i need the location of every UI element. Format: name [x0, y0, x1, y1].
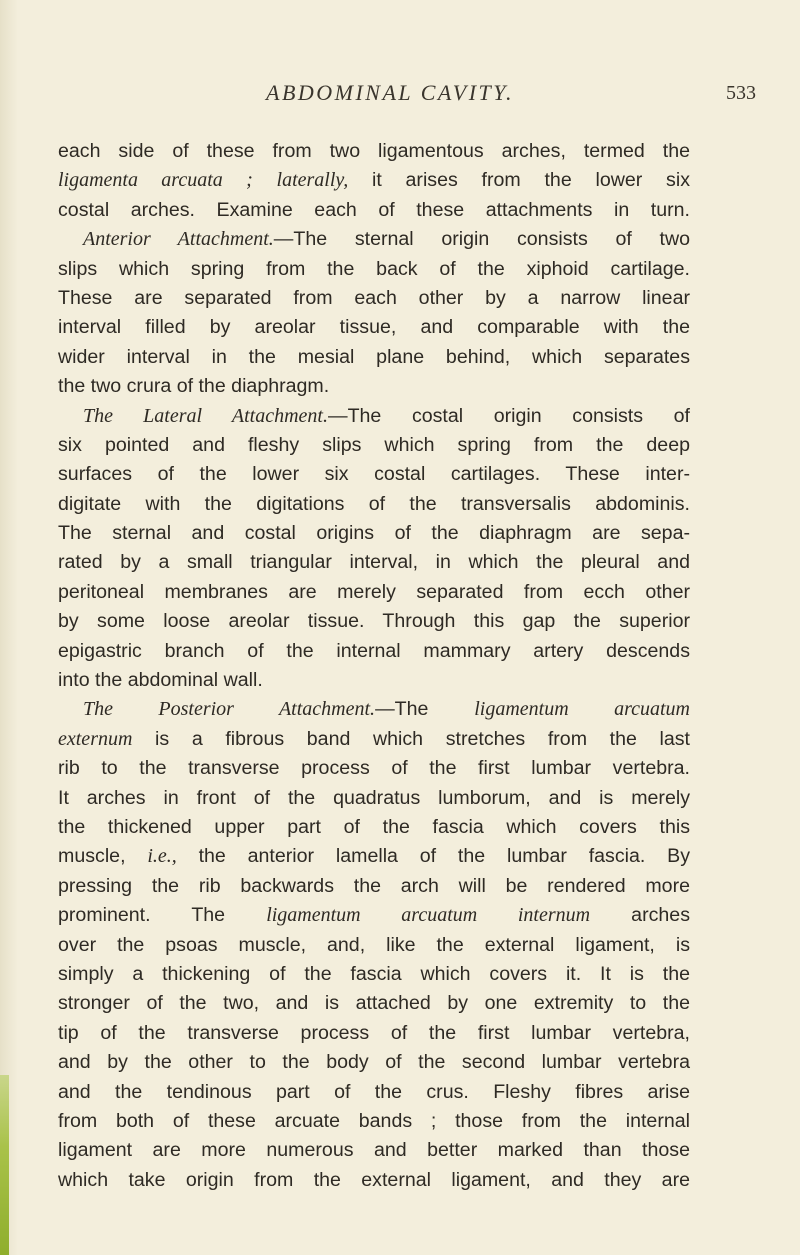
italic-run: i.e.,	[147, 845, 177, 868]
text-run: wider interval in the mesial plane behind, which separates	[58, 345, 690, 368]
text-run: is a fibrous band which stretches from the last	[132, 727, 690, 750]
text-line	[58, 901, 690, 930]
body-text	[58, 137, 690, 1195]
text-run: rib to the transverse process of the first lumbar vertebra.	[58, 757, 690, 780]
text-run: prominent. The	[58, 904, 267, 927]
text-line	[58, 1048, 690, 1077]
spine-shadow	[0, 0, 18, 1255]
text-line	[58, 813, 690, 842]
text-line	[58, 784, 690, 813]
text-line	[58, 196, 690, 225]
spine-colour-mark	[0, 1075, 9, 1255]
running-title: ABDOMINAL CAVITY.	[266, 80, 514, 105]
text-run: over the psoas muscle, and, like the external ligament, is	[58, 933, 690, 956]
page-number: 533	[726, 82, 756, 104]
text-run: arches	[590, 904, 690, 927]
text-run: tip of the transverse process of the first lumbar vertebra,	[58, 1021, 690, 1044]
italic-run: laterally,	[276, 169, 349, 192]
text-run: each side of these from two ligamentous arches, termed the	[58, 140, 690, 162]
text-line	[58, 548, 690, 577]
text-line	[58, 137, 690, 166]
text-line	[58, 225, 690, 254]
italic-run: The Lateral Attachment.	[83, 404, 328, 427]
text-line	[58, 490, 690, 519]
text-run: digitate with the digitations of the transversalis abdominis.	[58, 492, 690, 515]
text-line	[58, 695, 690, 724]
text-run	[253, 169, 277, 191]
text-line	[58, 343, 690, 372]
text-run: the two crura of the diaphragm.	[58, 375, 330, 398]
text-line	[58, 460, 690, 489]
text-line	[58, 931, 690, 960]
text-run: costal arches. Examine each of these attachments in turn.	[58, 198, 690, 221]
text-line	[58, 1166, 690, 1195]
text-line	[58, 1078, 690, 1107]
text-run: —The costal origin consists of	[327, 404, 691, 427]
text-run: and the tendinous part of the crus. Fleshy fibres arise	[58, 1080, 690, 1103]
text-line	[58, 1107, 690, 1136]
text-line	[58, 1019, 690, 1048]
text-run: —The sternal origin consists of two	[273, 228, 690, 251]
text-line	[58, 313, 690, 342]
text-line	[58, 431, 690, 460]
text-line	[58, 872, 690, 901]
text-run: slips which spring from the back of the xiphoid cartilage.	[58, 257, 690, 280]
text-run: surfaces of the lower six costal cartilages. These inter-	[58, 463, 690, 486]
text-run: The sternal and costal origins of the diaphragm are sepa-	[58, 522, 690, 545]
text-run: —The	[375, 698, 475, 721]
text-line	[58, 284, 690, 313]
text-run: and by the other to the body of the second lumbar vertebra	[58, 1051, 690, 1074]
text-run: six pointed and fleshy slips which spring from the deep	[58, 433, 690, 456]
text-run: rated by a small triangular interval, in which the pleural and	[58, 551, 690, 574]
text-line	[58, 754, 690, 783]
text-line	[58, 637, 690, 666]
text-line	[58, 578, 690, 607]
text-run: the anterior lamella of the lumbar fascia. By	[176, 845, 690, 868]
text-line	[58, 166, 690, 195]
text-line	[58, 372, 690, 401]
text-run: These are separated from each other by a narrow linear	[58, 286, 690, 309]
text-line	[58, 842, 690, 871]
text-run: from both of these arcuate bands ; those from the internal	[58, 1109, 690, 1132]
text-run: peritoneal membranes are merely separated from ecch other	[58, 580, 690, 603]
text-line	[58, 519, 690, 548]
italic-run: externum	[58, 727, 133, 750]
running-head	[0, 80, 800, 114]
italic-run: Anterior Attachment.	[83, 228, 274, 251]
text-line	[58, 402, 690, 431]
text-run: stronger of the two, and is attached by one extremity to the	[58, 992, 690, 1015]
text-run: simply a thickening of the fascia which covers it. It is the	[58, 962, 690, 985]
text-line	[58, 725, 690, 754]
text-run: It arches in front of the quadratus lumborum, and is merely	[58, 786, 690, 809]
text-run: by some loose areolar tissue. Through this gap the superior	[58, 610, 690, 633]
text-run: into the abdominal wall.	[58, 669, 263, 692]
text-run: ligament are more numerous and better marked than those	[58, 1139, 690, 1162]
text-line	[58, 255, 690, 284]
text-run: epigastric branch of the internal mammary artery descends	[58, 639, 690, 662]
text-run: it arises from the lower six	[348, 169, 691, 192]
text-run: pressing the rib backwards the arch will be rendered more	[58, 874, 690, 897]
text-run: muscle,	[58, 845, 148, 868]
text-run: interval filled by areolar tissue, and comparable with the	[58, 316, 690, 339]
italic-run: ligamentum arcuatum	[474, 698, 690, 721]
text-line	[58, 607, 690, 636]
text-line	[58, 989, 690, 1018]
italic-run: The Posterior Attachment.	[83, 698, 376, 721]
text-run: which take origin from the external ligament, and they are	[58, 1168, 690, 1191]
text-line	[58, 960, 690, 989]
italic-run: ligamenta arcuata ;	[58, 169, 253, 192]
text-run: the thickened upper part of the fascia which covers this	[58, 815, 690, 838]
italic-run: ligamentum arcuatum internum	[266, 904, 591, 927]
text-line	[58, 666, 690, 695]
text-line	[58, 1136, 690, 1165]
